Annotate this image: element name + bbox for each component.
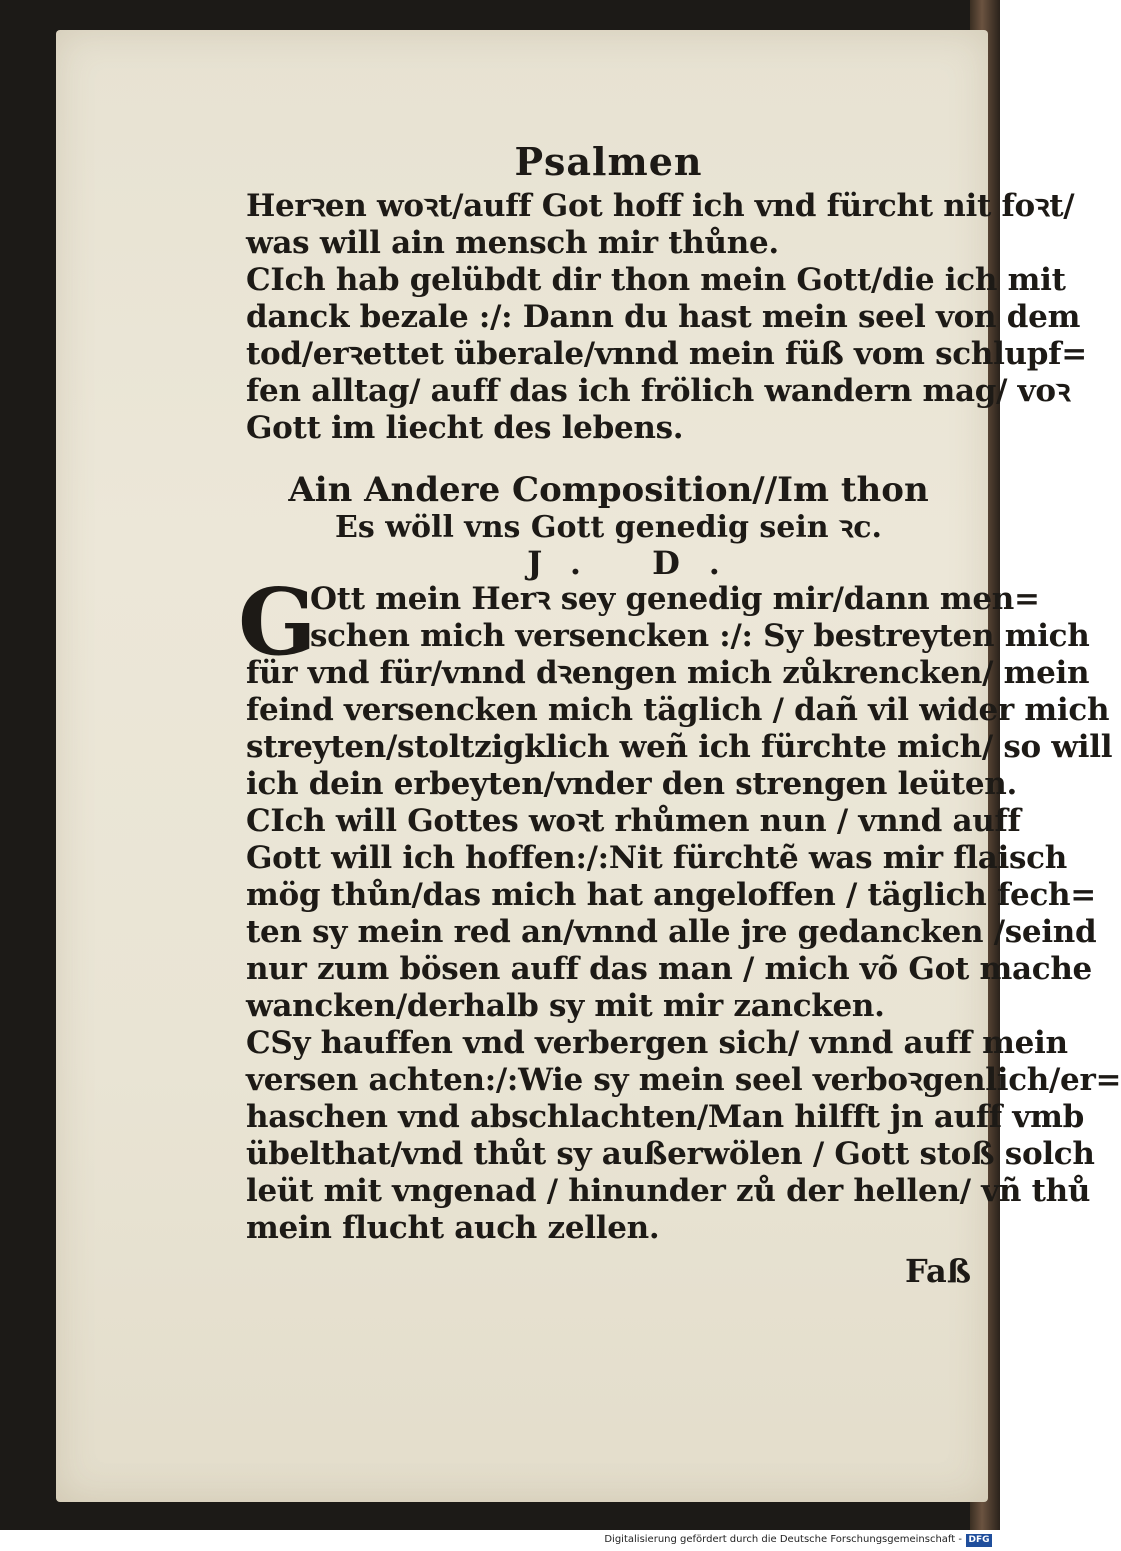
drop-cap: G (238, 568, 317, 676)
text-line: danck bezale :/: Dann du hast mein seel von dem (246, 299, 1081, 335)
catchword: Faß (904, 1252, 971, 1290)
text-line: haschen vnd abschlachten/Man hilfft jn auff vmb (246, 1099, 1085, 1135)
text-line: CIch will Gottes woꝛt rhůmen nun / vnnd auff (246, 803, 1021, 839)
text-line: ten sy mein red an/vnnd alle jre gedancken /seind (246, 914, 1097, 950)
book-page (56, 30, 1121, 1502)
text-line: übelthat/vnd thůt sy außerwölen / Gott stoß solch (246, 1136, 1095, 1172)
text-line: versen achten:/:Wie sy mein seel verboꝛgenlich/er= (246, 1062, 1121, 1098)
text-line: schen mich versencken :/: Sy bestreyten mich (310, 618, 1090, 654)
text-line: Gott will ich hoffen:/:Nit fürchtẽ was mir flaisch (246, 840, 1067, 876)
text-line: leüt mit vngenad / hinunder zů der hellen/ vñ thů (246, 1173, 1091, 1209)
text-line: CIch hab gelübdt dir thon mein Gott/die ich mit (246, 262, 1066, 298)
text-line: streyten/stoltzigklich weñ ich fürchte mich/ so will (246, 729, 1113, 765)
text-line: nur zum bösen auff das man / mich võ Got mache (246, 951, 1092, 987)
footer-credit: Digitalisierung gefördert durch die Deutsche Forschungsgemeinschaft - (604, 1534, 962, 1545)
stanza-1 (238, 568, 1113, 803)
page-text (238, 139, 1121, 1291)
text-line: CSy hauffen vnd verbergen sich/ vnnd auff mein (246, 1025, 1068, 1061)
text-line: Herꝛen woꝛt/auff Got hoff ich vnd fürcht nit foꝛt/ (246, 188, 1075, 224)
text-line: fen alltag/ auff das ich frölich wandern mag/ voꝛ (246, 373, 1071, 409)
text-line: was will ain mensch mir thůne. (246, 225, 779, 261)
text-line: Ott mein Herꝛ sey genedig mir/dann men= (310, 581, 1040, 617)
text-line: mein flucht auch zellen. (246, 1210, 660, 1246)
digitization-footer (0, 1531, 1000, 1551)
running-head: Psalmen (514, 139, 703, 184)
dfg-logo-icon: DFG (966, 1534, 992, 1547)
text-line: Gott im liecht des lebens. (246, 410, 684, 446)
composition-title: Ain Andere Composition//Im thon (288, 470, 929, 510)
text-line: ich dein erbeyten/vnder den strengen leüten. (246, 766, 1017, 802)
top-section (246, 188, 1087, 447)
text-line: für vnd für/vnnd dꝛengen mich zůkrencken/ mein (246, 655, 1090, 691)
voice-marker: J. D. (527, 544, 750, 582)
composition-subtitle: Es wöll vns Gott genedig sein ꝛc. (335, 510, 882, 545)
text-line: feind versencken mich täglich / dañ vil wider mich (246, 692, 1110, 728)
stanza-3 (246, 1025, 1121, 1247)
text-line: wancken/derhalb sy mit mir zancken. (246, 988, 885, 1024)
text-line: mög thůn/das mich hat angeloffen / täglich fech= (246, 877, 1096, 913)
stanza-2 (246, 803, 1097, 1025)
text-line: tod/erꝛettet überale/vnnd mein füß vom schlupf= (246, 336, 1087, 372)
spacer (246, 447, 971, 469)
